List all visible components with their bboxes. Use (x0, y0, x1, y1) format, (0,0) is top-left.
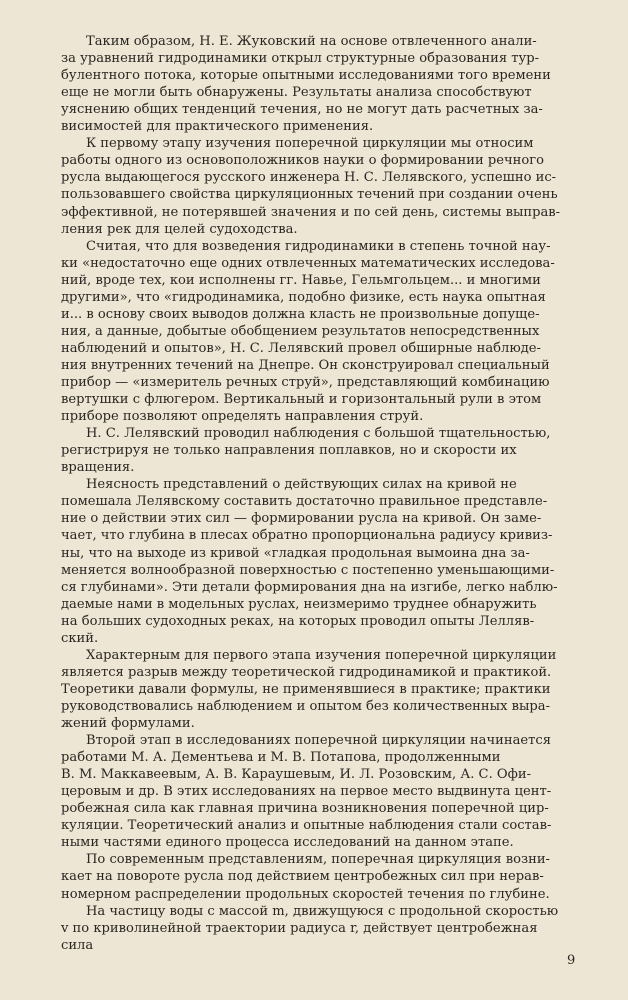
text-line: приборе позволяют определять направления струй. (61, 409, 424, 425)
text-line: эффективной, не потерявшей значения и по сей день, системы выправ- (61, 204, 561, 220)
text-line: уяснению общих тенденций течения, но не могут дать расчетных за- (61, 102, 543, 118)
text-line: булентного потока, которые опытными исследованиями того времени (61, 68, 551, 84)
text-line: церовым и др. В этих исследованиях на первое место выдвинута цент- (61, 784, 552, 800)
text-line: регистрируя не только направления поплавков, но и скорости их (61, 443, 517, 459)
text-line: Таким образом, Н. Е. Жуковский на основе отвлеченного анали- (86, 34, 537, 49)
text-line: ся глубинами». Эти детали формирования дна на изгибе, легко наблю- (61, 579, 558, 595)
text-line: ния внутренних течений на Днепре. Он сконструировал специальный (61, 357, 550, 373)
text-line: русла выдающегося русского инженера Н. С. Лелявского, успешно ис- (61, 170, 557, 186)
text-line: номерном распределении продольных скоростей течения по глубине. (61, 886, 550, 902)
text-line: меняется волнообразной поверхностью с постепенно уменьшающими- (61, 562, 555, 578)
text-line: помешала Лелявскому составить достаточно правильное представле- (61, 494, 548, 510)
text-line: ными частями единого процесса исследований на данном этапе. (61, 835, 514, 851)
text-line: даемые нами в модельных руслах, неизмеримо труднее обнаружить (61, 596, 537, 612)
text-line: работами М. А. Дементьева и М. В. Потапова, продолженными (61, 750, 501, 766)
text-line: Считая, что для возведения гидродинамики в степень точной нау- (86, 238, 551, 254)
text-line: прибор — «измеритель речных струй», представляющий комбинацию (61, 375, 550, 390)
text-line: жений формулами. (61, 716, 195, 731)
text-line: К первому этапу изучения поперечной циркуляции мы относим (86, 136, 534, 152)
text-line: работы одного из основоположников науки о формировании речного (61, 153, 544, 169)
text-line: руководствовались наблюдением и опытом без количественных выра- (61, 698, 551, 714)
text-line: ний, вроде тех, кои исполнены гг. Навье, Гельмгольцем... и многими (61, 272, 541, 288)
text-line: за уравнений гидродинамики открыл структурные образования тур- (61, 51, 540, 67)
text-line: сила (61, 937, 94, 953)
text-line: висимостей для практического применения. (61, 119, 374, 135)
text-line: ние о действии этих сил — формировании русла на кривой. Он заме- (61, 511, 542, 527)
text-line: на больших судоходных реках, на которых проводил опыты Лелляв- (61, 613, 535, 629)
text-line: робежная сила как главная причина возникновения поперечной цир- (61, 801, 549, 817)
text-line: Второй этап в исследованиях поперечной циркуляции начинается (86, 733, 551, 749)
text-line: ки «недостаточно еще одних отвлеченных математических исследова- (61, 255, 555, 271)
text-line: пользовавшего свойства циркуляционных течений при создании очень (61, 187, 558, 203)
text-line: Теоретики давали формулы, не применявшиеся в практике; практики (61, 681, 551, 697)
text-line: По современным представлениям, поперечная циркуляция возни- (86, 852, 550, 868)
text-line: кает на повороте русла под действием центробежных сил при нерав- (61, 869, 544, 885)
text-line: еще не могли быть обнаружены. Результаты анализа способствуют (61, 85, 532, 101)
text-line: наблюдений и опытов», Н. С. Лелявский провел обширные наблюде- (61, 340, 541, 356)
text-line: ский. (61, 630, 99, 646)
text-line: вращения. (61, 460, 135, 476)
text-line: Характерным для первого этапа изучения поперечной циркуляции (86, 647, 557, 663)
text-line: ны, что на выходе из кривой «гладкая продольная вымоина дна за- (61, 545, 530, 561)
text-line: и... в основу своих выводов должна класть не произвольные допуще- (61, 306, 540, 322)
text-line: Неясность представлений о действующих силах на кривой не (86, 477, 517, 493)
text-line: вертушки с флюгером. Вертикальный и горизонтальный рули в этом (61, 392, 542, 408)
text-line: является разрыв между теоретической гидродинамикой и практикой. (61, 664, 552, 680)
text-line: v по криволинейной траектории радиуса r, действует центробежная (61, 920, 538, 936)
text-line: На частицу воды с массой m, движущуюся с продольной скоростью (86, 903, 559, 919)
text-line: чает, что глубина в плесах обратно пропорциональна радиусу кривиз- (61, 528, 553, 544)
text-line: куляции. Теоретический анализ и опытные наблюдения стали состав- (61, 818, 552, 834)
text-line: Н. С. Лелявский проводил наблюдения с большой тщательностью, (86, 426, 551, 442)
text-line: ния, а данные, добытые обобщением результатов непосредственных (61, 323, 540, 339)
text-line: В. М. Маккавеевым, А. В. Караушевым, И. Л. Розовским, А. С. Офи- (61, 767, 532, 783)
text-line: другими», что «гидродинамика, подобно физике, есть наука опытная (61, 289, 546, 305)
text-line: ления рек для целей судоходства. (61, 221, 298, 237)
page-number: 9 (567, 953, 576, 968)
